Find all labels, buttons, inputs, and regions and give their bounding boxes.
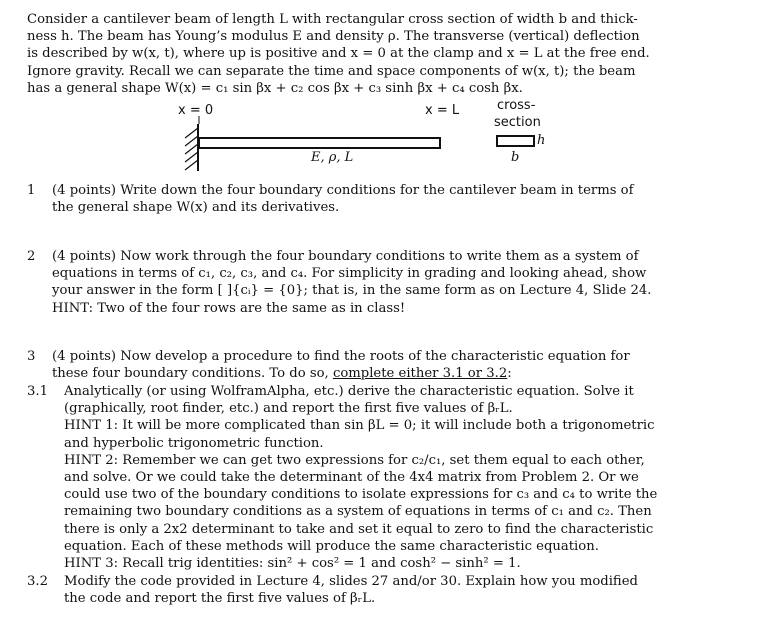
underlined-instruction: complete either 3.1 or 3.2 bbox=[332, 366, 508, 382]
problem-2-number: 2 bbox=[27, 249, 36, 264]
hint-line: HINT 1: It will be more complicated than sin βL = 0; it will include both a trigonometric bbox=[64, 418, 655, 434]
problem-3-1-number: 3.1 bbox=[27, 384, 48, 399]
problem-line: (4 points) Now develop a procedure to find the roots of the characteristic equation for bbox=[52, 349, 630, 364]
label-cross-1: cross- bbox=[497, 98, 536, 113]
intro-line: is described by w(x, t), where up is positive and x = 0 at the clamp and x = L at the free end. bbox=[27, 46, 650, 62]
problem-line: these four boundary conditions. To do so, bbox=[52, 366, 333, 382]
hint-line: and hyperbolic trigonometric function. bbox=[64, 435, 324, 451]
problem-line: your answer in the form [ ]{cᵢ} = {0}; that is, in the same form as on Lecture 4, Slide 24. bbox=[52, 283, 652, 299]
label-xL: x = L bbox=[425, 103, 460, 118]
problem-3-1 bbox=[64, 383, 704, 572]
problem-line-with-underline bbox=[52, 365, 702, 382]
problem-line: the general shape W(x) and its derivatives. bbox=[52, 200, 340, 216]
problem-1-number: 1 bbox=[27, 183, 36, 198]
hint-line: HINT 3: Recall trig identities: sin² + cos² = 1 and cosh² − sinh² = 1. bbox=[64, 556, 521, 572]
label-x0: x = 0 bbox=[178, 103, 214, 118]
label-cross-2: section bbox=[494, 115, 541, 130]
problem-3-2 bbox=[64, 573, 704, 607]
hint-line: and solve. Or we could take the determinant of the 4x4 matrix from Problem 2. Or we bbox=[64, 470, 639, 486]
label-h: h bbox=[537, 133, 546, 148]
clamp-hatching bbox=[185, 128, 198, 170]
label-beam-properties: E, ρ, L bbox=[311, 150, 354, 165]
problem-1 bbox=[52, 182, 702, 216]
problem-3-2-number: 3.2 bbox=[27, 574, 48, 589]
problem-2 bbox=[52, 248, 702, 317]
label-b: b bbox=[511, 150, 520, 165]
hint-line: HINT 2: Remember we can get two expressions for c₂/c₁, set them equal to each other, bbox=[64, 452, 645, 468]
problem-line: HINT: Two of the four rows are the same as in class! bbox=[52, 300, 406, 316]
punctuation: : bbox=[507, 366, 512, 382]
hint-line: there is only a 2x2 determinant to take and set it equal to zero to find the characteristic bbox=[64, 521, 654, 537]
intro-line: ness h. The beam has Young’s modulus E and density ρ. The transverse (vertical) deflection bbox=[27, 29, 640, 45]
hint-line: remaining two boundary conditions as a system of equations in terms of c₁ and c₂. Then bbox=[64, 504, 652, 520]
problem-line: equations in terms of c₁, c₂, c₃, and c₄. For simplicity in grading and looking ahead, show bbox=[52, 266, 647, 282]
hint-line: equation. Each of these methods will produce the same characteristic equation. bbox=[64, 538, 599, 554]
intro-line: Consider a cantilever beam of length L with rectangular cross section of width b and thick- bbox=[27, 12, 638, 27]
beam-rect bbox=[199, 138, 440, 148]
problem-line: Modify the code provided in Lecture 4, slides 27 and/or 30. Explain how you modified bbox=[64, 574, 638, 589]
intro-line: has a general shape W(x) = c₁ sin βx + c₂ cos βx + c₃ sinh βx + c₄ cosh βx. bbox=[27, 80, 523, 96]
problem-line: (4 points) Now work through the four boundary conditions to write them as a system of bbox=[52, 249, 639, 264]
problem-line: Analytically (or using WolframAlpha, etc.) derive the characteristic equation. Solve it bbox=[64, 384, 634, 399]
problem-line: the code and report the first five values of βᵣL. bbox=[64, 591, 376, 607]
cross-section-rect bbox=[497, 136, 534, 146]
problem-line: (graphically, root finder, etc.) and report the first five values of βᵣL. bbox=[64, 401, 513, 417]
problem-3 bbox=[52, 348, 702, 382]
hint-line: could use two of the boundary conditions to isolate expressions for c₃ and c₄ to write the bbox=[64, 487, 658, 503]
problem-line: (4 points) Write down the four boundary conditions for the cantilever beam in terms of bbox=[52, 183, 634, 198]
problem-3-number: 3 bbox=[27, 349, 36, 364]
intro-line: Ignore gravity. Recall we can separate the time and space components of w(x, t); the beam bbox=[27, 63, 636, 79]
